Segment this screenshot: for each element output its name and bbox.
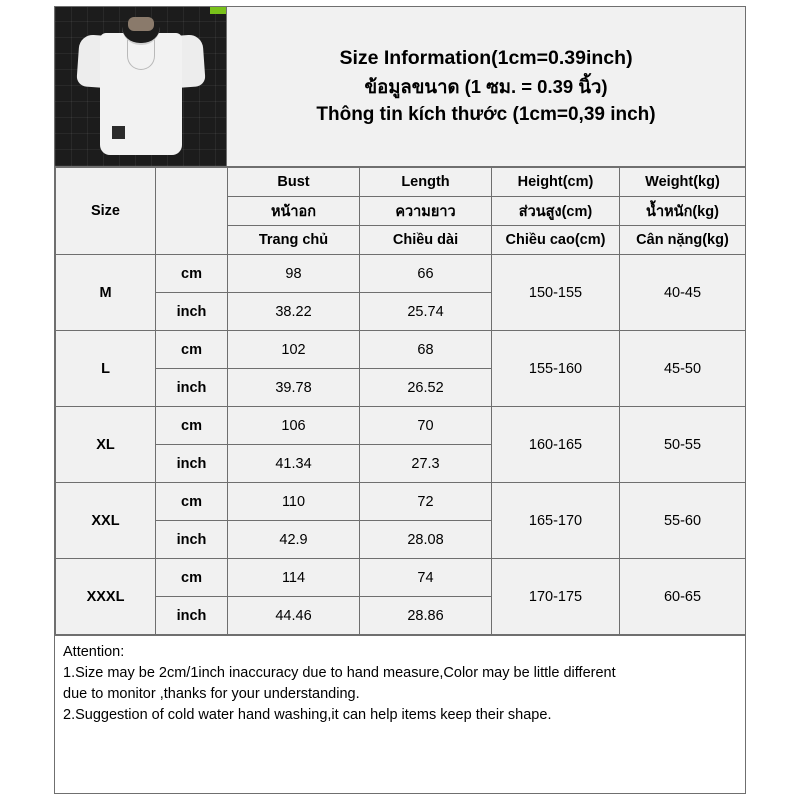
l-weight: 45-50 — [620, 331, 746, 407]
unit-inch: inch — [156, 293, 228, 331]
row-size-m: M — [56, 255, 156, 331]
unit-cm: cm — [156, 559, 228, 597]
xxxl-bust-cm: 114 — [228, 559, 360, 597]
l-bust-inch: 39.78 — [228, 369, 360, 407]
page-title-vi: Thông tin kích thước (1cm=0,39 inch) — [316, 103, 656, 125]
model-neck — [128, 17, 154, 31]
xl-length-cm: 70 — [360, 407, 492, 445]
m-bust-inch: 38.22 — [228, 293, 360, 331]
xxl-bust-cm: 110 — [228, 483, 360, 521]
col-bust-th: หน้าอก — [228, 197, 360, 226]
l-length-cm: 68 — [360, 331, 492, 369]
page-title-en: Size Information(1cm=0.39inch) — [339, 46, 633, 69]
xl-length-inch: 27.3 — [360, 445, 492, 483]
col-bust-vi: Trang chủ — [228, 226, 360, 255]
unit-column-header — [156, 168, 228, 255]
attention-block — [55, 635, 745, 793]
table-row — [56, 483, 746, 521]
col-weight-th: น้ำหนัก(kg) — [620, 197, 746, 226]
col-height-vi: Chiều cao(cm) — [492, 226, 620, 255]
unit-cm: cm — [156, 483, 228, 521]
xxxl-bust-inch: 44.46 — [228, 597, 360, 635]
title-block — [227, 7, 745, 166]
row-size-l: L — [56, 331, 156, 407]
table-header-row-en — [56, 168, 746, 197]
row-size-xxl: XXL — [56, 483, 156, 559]
xl-bust-cm: 106 — [228, 407, 360, 445]
unit-inch: inch — [156, 445, 228, 483]
m-bust-cm: 98 — [228, 255, 360, 293]
xxl-bust-inch: 42.9 — [228, 521, 360, 559]
col-weight-en: Weight(kg) — [620, 168, 746, 197]
table-row — [56, 255, 746, 293]
col-bust-en: Bust — [228, 168, 360, 197]
unit-inch: inch — [156, 597, 228, 635]
size-chart-frame — [54, 6, 746, 794]
col-weight-vi: Cân nặng(kg) — [620, 226, 746, 255]
xl-weight: 50-55 — [620, 407, 746, 483]
table-row — [56, 559, 746, 597]
unit-inch: inch — [156, 521, 228, 559]
xl-bust-inch: 41.34 — [228, 445, 360, 483]
col-length-vi: Chiều dài — [360, 226, 492, 255]
row-size-xxxl: XXXL — [56, 559, 156, 635]
unit-cm: cm — [156, 255, 228, 293]
col-height-th: ส่วนสูง(cm) — [492, 197, 620, 226]
unit-inch: inch — [156, 369, 228, 407]
attention-line-2: due to monitor ,thanks for your understanding. — [63, 686, 360, 702]
attention-heading: Attention: — [63, 644, 125, 660]
xl-height: 160-165 — [492, 407, 620, 483]
tshirt-illustration — [78, 17, 204, 157]
m-length-cm: 66 — [360, 255, 492, 293]
xxl-height: 165-170 — [492, 483, 620, 559]
unit-cm: cm — [156, 407, 228, 445]
l-height: 155-160 — [492, 331, 620, 407]
xxl-length-cm: 72 — [360, 483, 492, 521]
attention-line-3: 2.Suggestion of cold water hand washing,it can help items keep their shape. — [63, 707, 552, 723]
row-size-xl: XL — [56, 407, 156, 483]
m-weight: 40-45 — [620, 255, 746, 331]
header — [55, 7, 745, 167]
col-length-th: ความยาว — [360, 197, 492, 226]
xxxl-length-cm: 74 — [360, 559, 492, 597]
attention-line-1: 1.Size may be 2cm/1inch inaccuracy due to hand measure,Color may be little different — [63, 665, 616, 681]
page-title-th: ข้อมูลขนาด (1 ซม. = 0.39 นิ้ว) — [364, 76, 608, 97]
accent-mark — [210, 7, 226, 14]
shirt-tag — [112, 126, 125, 139]
col-length-en: Length — [360, 168, 492, 197]
xxl-length-inch: 28.08 — [360, 521, 492, 559]
xxxl-length-inch: 28.86 — [360, 597, 492, 635]
xxxl-weight: 60-65 — [620, 559, 746, 635]
product-photo — [55, 7, 227, 166]
xxl-weight: 55-60 — [620, 483, 746, 559]
m-length-inch: 25.74 — [360, 293, 492, 331]
l-length-inch: 26.52 — [360, 369, 492, 407]
m-height: 150-155 — [492, 255, 620, 331]
size-table — [55, 167, 746, 635]
xxxl-height: 170-175 — [492, 559, 620, 635]
l-bust-cm: 102 — [228, 331, 360, 369]
size-column-header: Size — [56, 168, 156, 255]
table-row — [56, 331, 746, 369]
unit-cm: cm — [156, 331, 228, 369]
table-row — [56, 407, 746, 445]
col-height-en: Height(cm) — [492, 168, 620, 197]
